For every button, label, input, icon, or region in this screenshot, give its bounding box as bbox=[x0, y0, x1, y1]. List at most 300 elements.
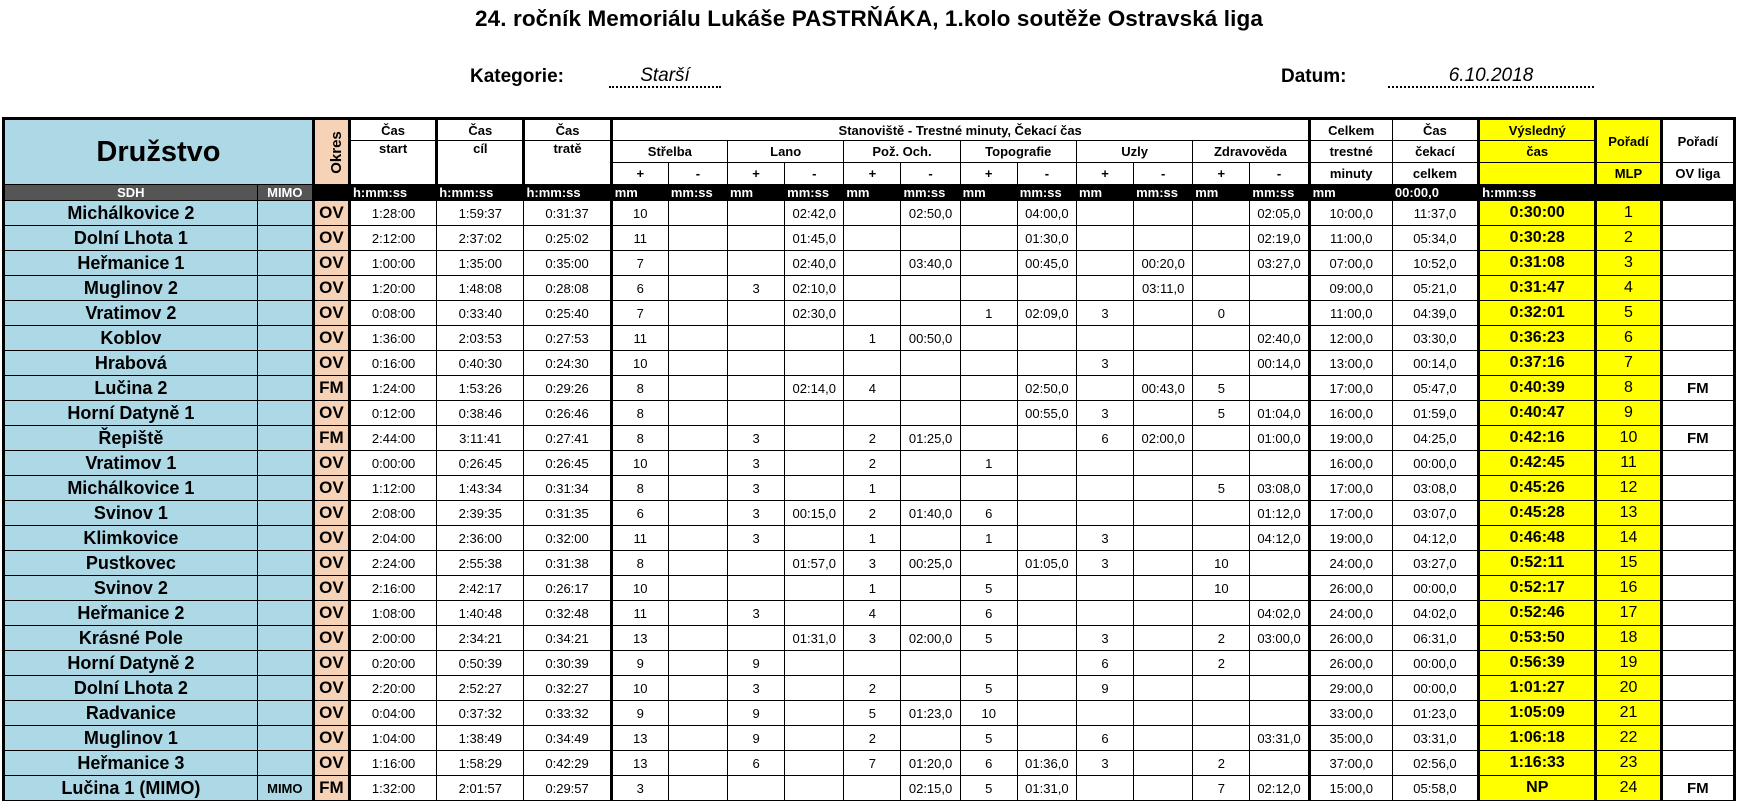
zdravoveda-minus bbox=[1250, 701, 1309, 726]
poz-och-minus bbox=[901, 301, 960, 326]
uzly-plus bbox=[1076, 776, 1133, 801]
zdravoveda-minus: 01:00,0 bbox=[1250, 426, 1309, 451]
okres-cell: OV bbox=[313, 676, 349, 701]
strelba-minus bbox=[668, 476, 727, 501]
vysledny-cas: 1:01:27 bbox=[1479, 676, 1596, 701]
uzly-plus: 6 bbox=[1076, 651, 1133, 676]
strelba-minus bbox=[668, 626, 727, 651]
zdravoveda-plus bbox=[1193, 226, 1250, 251]
unit-start: h:mm:ss bbox=[349, 185, 436, 201]
lano-plus bbox=[728, 626, 785, 651]
start-time: 2:12:00 bbox=[349, 226, 436, 251]
poz-och-minus bbox=[901, 651, 960, 676]
okres-cell: OV bbox=[313, 751, 349, 776]
strelba-plus: 10 bbox=[611, 201, 668, 226]
poz-och-plus: 1 bbox=[844, 326, 901, 351]
vysledny-cas: 0:40:39 bbox=[1479, 376, 1596, 401]
uzly-minus: 02:00,0 bbox=[1134, 426, 1193, 451]
zdravoveda-minus bbox=[1250, 276, 1309, 301]
finish-time: 0:50:39 bbox=[437, 651, 524, 676]
poradi-ov: FM bbox=[1661, 376, 1734, 401]
celkem-trestne: 24:00,0 bbox=[1309, 551, 1392, 576]
lano-header: Lano bbox=[728, 141, 844, 163]
strelba-plus: 13 bbox=[611, 726, 668, 751]
zdravoveda-minus: 03:31,0 bbox=[1250, 726, 1309, 751]
table-row bbox=[4, 626, 1735, 651]
start-time: 1:24:00 bbox=[349, 376, 436, 401]
poradi-mlp: 24 bbox=[1596, 776, 1661, 801]
strelba-minus bbox=[668, 551, 727, 576]
poz-och-minus bbox=[901, 676, 960, 701]
vysledny-cas: 0:52:46 bbox=[1479, 601, 1596, 626]
topografie-plus bbox=[960, 426, 1017, 451]
unit-zdrav-minus: mm:ss bbox=[1250, 185, 1309, 201]
cekaci-header-3: celkem bbox=[1392, 163, 1478, 185]
finish-time: 3:11:41 bbox=[437, 426, 524, 451]
topografie-plus: 5 bbox=[960, 776, 1017, 801]
okres-cell: OV bbox=[313, 626, 349, 651]
vysledny-cas: 0:42:45 bbox=[1479, 451, 1596, 476]
topografie-plus bbox=[960, 476, 1017, 501]
zdravoveda-minus bbox=[1250, 676, 1309, 701]
mimo-flag bbox=[257, 276, 313, 301]
cekaci-celkem: 00:14,0 bbox=[1392, 351, 1478, 376]
track-time: 0:31:38 bbox=[524, 551, 611, 576]
mimo-flag bbox=[257, 351, 313, 376]
table-row bbox=[4, 476, 1735, 501]
zdravoveda-plus-header: + bbox=[1193, 163, 1250, 185]
strelba-minus bbox=[668, 451, 727, 476]
finish-time: 1:40:48 bbox=[437, 601, 524, 626]
cekaci-celkem: 04:25,0 bbox=[1392, 426, 1478, 451]
vysledny-cas: 0:42:16 bbox=[1479, 426, 1596, 451]
topografie-minus bbox=[1017, 576, 1076, 601]
unit-topo-minus: mm:ss bbox=[1017, 185, 1076, 201]
poradi-ov: FM bbox=[1661, 776, 1734, 801]
poz-och-minus bbox=[901, 601, 960, 626]
zdravoveda-minus bbox=[1250, 301, 1309, 326]
vysledny-cas: 0:53:50 bbox=[1479, 626, 1596, 651]
strelba-plus: 9 bbox=[611, 651, 668, 676]
zdravoveda-minus bbox=[1250, 651, 1309, 676]
unit-topo-plus: mm bbox=[960, 185, 1017, 201]
poradi-mlp: 12 bbox=[1596, 476, 1661, 501]
mimo-flag bbox=[257, 701, 313, 726]
celkem-trestne: 29:00,0 bbox=[1309, 676, 1392, 701]
lano-plus: 3 bbox=[728, 276, 785, 301]
topografie-plus: 6 bbox=[960, 751, 1017, 776]
okres-cell: FM bbox=[313, 426, 349, 451]
poradi-ov bbox=[1661, 726, 1734, 751]
topografie-minus: 01:30,0 bbox=[1017, 226, 1076, 251]
table-row bbox=[4, 401, 1735, 426]
track-time: 0:25:40 bbox=[524, 301, 611, 326]
cekaci-celkem: 00:00,0 bbox=[1392, 676, 1478, 701]
topografie-plus: 5 bbox=[960, 676, 1017, 701]
okres-cell: OV bbox=[313, 726, 349, 751]
celkem-trestne: 13:00,0 bbox=[1309, 351, 1392, 376]
poz-och-plus: 2 bbox=[844, 501, 901, 526]
topografie-minus bbox=[1017, 651, 1076, 676]
strelba-minus bbox=[668, 276, 727, 301]
poz-och-plus bbox=[844, 301, 901, 326]
finish-time: 2:01:57 bbox=[437, 776, 524, 801]
vysledny-cas: 0:52:17 bbox=[1479, 576, 1596, 601]
uzly-minus bbox=[1134, 301, 1193, 326]
strelba-minus bbox=[668, 301, 727, 326]
mimo-flag bbox=[257, 726, 313, 751]
vysledny-cas: 1:06:18 bbox=[1479, 726, 1596, 751]
okres-cell: FM bbox=[313, 776, 349, 801]
lano-plus bbox=[728, 376, 785, 401]
cekaci-celkem: 03:27,0 bbox=[1392, 551, 1478, 576]
lano-minus bbox=[785, 401, 844, 426]
zdravoveda-plus bbox=[1193, 526, 1250, 551]
uzly-plus bbox=[1076, 501, 1133, 526]
track-time: 0:32:27 bbox=[524, 676, 611, 701]
unit-strelba-plus: mm bbox=[611, 185, 668, 201]
track-time: 0:27:53 bbox=[524, 326, 611, 351]
track-time: 0:26:17 bbox=[524, 576, 611, 601]
poradi-ov bbox=[1661, 301, 1734, 326]
finish-time: 0:33:40 bbox=[437, 301, 524, 326]
poz-och-plus bbox=[844, 251, 901, 276]
topografie-minus bbox=[1017, 351, 1076, 376]
poradi-mlp: 9 bbox=[1596, 401, 1661, 426]
poz-och-header: Pož. Och. bbox=[844, 141, 960, 163]
poz-och-minus bbox=[901, 376, 960, 401]
okres-cell: OV bbox=[313, 276, 349, 301]
strelba-plus: 13 bbox=[611, 751, 668, 776]
strelba-plus: 10 bbox=[611, 576, 668, 601]
uzly-minus bbox=[1134, 751, 1193, 776]
celkem-trestne: 24:00,0 bbox=[1309, 601, 1392, 626]
uzly-plus: 3 bbox=[1076, 551, 1133, 576]
zdravoveda-plus bbox=[1193, 276, 1250, 301]
strelba-minus bbox=[668, 701, 727, 726]
lano-minus bbox=[785, 701, 844, 726]
lano-plus: 3 bbox=[728, 601, 785, 626]
uzly-minus bbox=[1134, 651, 1193, 676]
cekaci-celkem: 00:00,0 bbox=[1392, 576, 1478, 601]
cekaci-celkem: 05:21,0 bbox=[1392, 276, 1478, 301]
cekaci-celkem: 01:59,0 bbox=[1392, 401, 1478, 426]
finish-time: 2:42:17 bbox=[437, 576, 524, 601]
table-row bbox=[4, 701, 1735, 726]
poradi-mlp: 10 bbox=[1596, 426, 1661, 451]
strelba-minus bbox=[668, 576, 727, 601]
mimo-flag bbox=[257, 651, 313, 676]
table-row bbox=[4, 526, 1735, 551]
poradi-mlp-header-2: MLP bbox=[1596, 163, 1661, 185]
strelba-plus: 11 bbox=[611, 226, 668, 251]
lano-plus: 6 bbox=[728, 751, 785, 776]
poradi-ov bbox=[1661, 526, 1734, 551]
topografie-minus bbox=[1017, 451, 1076, 476]
zdravoveda-minus: 03:27,0 bbox=[1250, 251, 1309, 276]
zdravoveda-minus bbox=[1250, 451, 1309, 476]
start-time: 2:04:00 bbox=[349, 526, 436, 551]
team-name: Muglinov 2 bbox=[4, 276, 258, 301]
cekaci-celkem: 04:12,0 bbox=[1392, 526, 1478, 551]
finish-time: 2:34:21 bbox=[437, 626, 524, 651]
start-time: 1:12:00 bbox=[349, 476, 436, 501]
strelba-minus bbox=[668, 251, 727, 276]
vysledny-cas: 0:31:08 bbox=[1479, 251, 1596, 276]
uzly-minus bbox=[1134, 526, 1193, 551]
start-time: 2:20:00 bbox=[349, 676, 436, 701]
topografie-minus bbox=[1017, 676, 1076, 701]
team-name: Svinov 1 bbox=[4, 501, 258, 526]
team-name: Dolní Lhota 2 bbox=[4, 676, 258, 701]
uzly-plus: 3 bbox=[1076, 751, 1133, 776]
team-name: Heřmanice 2 bbox=[4, 601, 258, 626]
cekaci-celkem: 04:02,0 bbox=[1392, 601, 1478, 626]
poz-och-minus-header: - bbox=[901, 163, 960, 185]
lano-minus bbox=[785, 751, 844, 776]
unit-strelba-minus: mm:ss bbox=[668, 185, 727, 201]
zdravoveda-minus: 03:00,0 bbox=[1250, 626, 1309, 651]
poradi-mlp-header-1: Pořadí bbox=[1596, 119, 1661, 163]
poradi-ov bbox=[1661, 401, 1734, 426]
topografie-minus bbox=[1017, 601, 1076, 626]
poz-och-plus bbox=[844, 776, 901, 801]
track-time: 0:26:45 bbox=[524, 451, 611, 476]
strelba-plus: 6 bbox=[611, 276, 668, 301]
okres-cell: OV bbox=[313, 401, 349, 426]
poradi-ov-header-1: Pořadí bbox=[1661, 119, 1734, 163]
zdravoveda-minus: 02:19,0 bbox=[1250, 226, 1309, 251]
poz-och-plus: 4 bbox=[844, 376, 901, 401]
celkem-trestne: 26:00,0 bbox=[1309, 651, 1392, 676]
uzly-plus bbox=[1076, 601, 1133, 626]
cekaci-header-1: Čas bbox=[1392, 119, 1478, 141]
table-row bbox=[4, 451, 1735, 476]
uzly-minus bbox=[1134, 201, 1193, 226]
finish-time: 2:39:35 bbox=[437, 501, 524, 526]
poradi-ov bbox=[1661, 651, 1734, 676]
topografie-plus bbox=[960, 276, 1017, 301]
zdravoveda-plus bbox=[1193, 451, 1250, 476]
strelba-minus bbox=[668, 226, 727, 251]
strelba-plus: 11 bbox=[611, 601, 668, 626]
finish-time: 0:26:45 bbox=[437, 451, 524, 476]
uzly-plus: 3 bbox=[1076, 301, 1133, 326]
celkem-header-3: minuty bbox=[1309, 163, 1392, 185]
uzly-minus bbox=[1134, 676, 1193, 701]
start-time: 0:00:00 bbox=[349, 451, 436, 476]
mimo-flag bbox=[257, 401, 313, 426]
team-name: Řepiště bbox=[4, 426, 258, 451]
lano-minus bbox=[785, 326, 844, 351]
strelba-plus-header: + bbox=[611, 163, 668, 185]
team-name: Heřmanice 1 bbox=[4, 251, 258, 276]
celkem-header-2: trestné bbox=[1309, 141, 1392, 163]
vysledny-cas: 0:40:47 bbox=[1479, 401, 1596, 426]
zdravoveda-plus: 10 bbox=[1193, 576, 1250, 601]
poradi-ov bbox=[1661, 351, 1734, 376]
finish-time: 2:36:00 bbox=[437, 526, 524, 551]
mimo-flag bbox=[257, 576, 313, 601]
celkem-trestne: 16:00,0 bbox=[1309, 401, 1392, 426]
strelba-minus bbox=[668, 776, 727, 801]
mimo-flag bbox=[257, 601, 313, 626]
topografie-plus bbox=[960, 551, 1017, 576]
topografie-plus bbox=[960, 651, 1017, 676]
mimo-flag bbox=[257, 676, 313, 701]
okres-cell: OV bbox=[313, 301, 349, 326]
vysledny-cas: 0:31:47 bbox=[1479, 276, 1596, 301]
table-row bbox=[4, 751, 1735, 776]
team-name: Koblov bbox=[4, 326, 258, 351]
celkem-trestne: 10:00,0 bbox=[1309, 201, 1392, 226]
mimo-flag bbox=[257, 751, 313, 776]
strelba-minus bbox=[668, 401, 727, 426]
track-time: 0:28:08 bbox=[524, 276, 611, 301]
vysledny-cas: 0:30:28 bbox=[1479, 226, 1596, 251]
zdravoveda-plus bbox=[1193, 701, 1250, 726]
poz-och-plus: 7 bbox=[844, 751, 901, 776]
poradi-ov bbox=[1661, 601, 1734, 626]
strelba-plus: 7 bbox=[611, 301, 668, 326]
lano-minus bbox=[785, 676, 844, 701]
table-row bbox=[4, 351, 1735, 376]
unit-uzly-plus: mm bbox=[1076, 185, 1133, 201]
topografie-plus-header: + bbox=[960, 163, 1017, 185]
uzly-plus bbox=[1076, 276, 1133, 301]
uzly-plus-header: + bbox=[1076, 163, 1133, 185]
lano-plus: 3 bbox=[728, 676, 785, 701]
uzly-plus bbox=[1076, 326, 1133, 351]
poz-och-plus bbox=[844, 651, 901, 676]
poradi-mlp: 8 bbox=[1596, 376, 1661, 401]
finish-time: 1:43:34 bbox=[437, 476, 524, 501]
lano-minus: 02:14,0 bbox=[785, 376, 844, 401]
lano-plus: 3 bbox=[728, 451, 785, 476]
topografie-plus: 6 bbox=[960, 501, 1017, 526]
celkem-trestne: 26:00,0 bbox=[1309, 626, 1392, 651]
team-name: Heřmanice 3 bbox=[4, 751, 258, 776]
lano-plus: 9 bbox=[728, 701, 785, 726]
poradi-mlp: 14 bbox=[1596, 526, 1661, 551]
cas-cil-header-2: cíl bbox=[437, 141, 524, 185]
vysledny-cas: 0:45:26 bbox=[1479, 476, 1596, 501]
lano-plus bbox=[728, 576, 785, 601]
topografie-minus bbox=[1017, 326, 1076, 351]
okres-cell: OV bbox=[313, 551, 349, 576]
poradi-mlp: 2 bbox=[1596, 226, 1661, 251]
datum-value: 6.10.2018 bbox=[1388, 66, 1594, 88]
table-row bbox=[4, 726, 1735, 751]
topografie-plus: 1 bbox=[960, 301, 1017, 326]
lano-plus bbox=[728, 251, 785, 276]
table-row bbox=[4, 551, 1735, 576]
track-time: 0:29:26 bbox=[524, 376, 611, 401]
okres-cell: FM bbox=[313, 376, 349, 401]
zdravoveda-plus bbox=[1193, 501, 1250, 526]
celkem-trestne: 35:00,0 bbox=[1309, 726, 1392, 751]
team-name: Michálkovice 1 bbox=[4, 476, 258, 501]
zdravoveda-minus: 01:04,0 bbox=[1250, 401, 1309, 426]
mimo-flag bbox=[257, 376, 313, 401]
celkem-trestne: 15:00,0 bbox=[1309, 776, 1392, 801]
strelba-plus: 8 bbox=[611, 476, 668, 501]
unit-cil: h:mm:ss bbox=[437, 185, 524, 201]
lano-minus bbox=[785, 776, 844, 801]
poradi-mlp: 23 bbox=[1596, 751, 1661, 776]
finish-time: 2:03:53 bbox=[437, 326, 524, 351]
poradi-ov bbox=[1661, 201, 1734, 226]
table-row bbox=[4, 226, 1735, 251]
cekaci-celkem: 05:47,0 bbox=[1392, 376, 1478, 401]
poz-och-minus bbox=[901, 526, 960, 551]
poz-och-minus: 00:50,0 bbox=[901, 326, 960, 351]
zdravoveda-minus: 02:05,0 bbox=[1250, 201, 1309, 226]
topografie-plus bbox=[960, 226, 1017, 251]
celkem-trestne: 33:00,0 bbox=[1309, 701, 1392, 726]
table-row bbox=[4, 301, 1735, 326]
strelba-plus: 6 bbox=[611, 501, 668, 526]
mimo-flag bbox=[257, 301, 313, 326]
vysledny-cas: 0:45:28 bbox=[1479, 501, 1596, 526]
uzly-plus bbox=[1076, 701, 1133, 726]
track-time: 0:33:32 bbox=[524, 701, 611, 726]
poradi-ov bbox=[1661, 676, 1734, 701]
zdravoveda-plus: 2 bbox=[1193, 751, 1250, 776]
track-time: 0:30:39 bbox=[524, 651, 611, 676]
lano-minus bbox=[785, 476, 844, 501]
uzly-plus bbox=[1076, 451, 1133, 476]
topografie-plus bbox=[960, 401, 1017, 426]
okres-cell: OV bbox=[313, 326, 349, 351]
uzly-minus bbox=[1134, 351, 1193, 376]
cekaci-celkem: 03:31,0 bbox=[1392, 726, 1478, 751]
poz-och-minus bbox=[901, 401, 960, 426]
topografie-minus bbox=[1017, 526, 1076, 551]
vysledny-header-2: čas bbox=[1479, 141, 1596, 163]
topografie-header: Topografie bbox=[960, 141, 1076, 163]
lano-plus: 9 bbox=[728, 726, 785, 751]
poz-och-minus: 01:25,0 bbox=[901, 426, 960, 451]
poradi-ov: FM bbox=[1661, 426, 1734, 451]
lano-plus bbox=[728, 351, 785, 376]
team-name: Michálkovice 2 bbox=[4, 201, 258, 226]
lano-plus: 3 bbox=[728, 526, 785, 551]
lano-plus bbox=[728, 226, 785, 251]
cas-trate-header-2: tratě bbox=[524, 141, 611, 185]
topografie-plus bbox=[960, 201, 1017, 226]
team-name: Muglinov 1 bbox=[4, 726, 258, 751]
poradi-mlp: 5 bbox=[1596, 301, 1661, 326]
zdravoveda-minus bbox=[1250, 751, 1309, 776]
celkem-trestne: 17:00,0 bbox=[1309, 476, 1392, 501]
track-time: 0:32:48 bbox=[524, 601, 611, 626]
track-time: 0:42:29 bbox=[524, 751, 611, 776]
okres-cell: OV bbox=[313, 251, 349, 276]
poz-och-minus bbox=[901, 276, 960, 301]
unit-poz-plus: mm bbox=[844, 185, 901, 201]
start-time: 1:16:00 bbox=[349, 751, 436, 776]
zdravoveda-minus bbox=[1250, 576, 1309, 601]
strelba-minus bbox=[668, 726, 727, 751]
celkem-trestne: 37:00,0 bbox=[1309, 751, 1392, 776]
start-time: 0:12:00 bbox=[349, 401, 436, 426]
kategorie-value: Starší bbox=[609, 66, 721, 88]
cekaci-celkem: 05:34,0 bbox=[1392, 226, 1478, 251]
topografie-plus: 5 bbox=[960, 626, 1017, 651]
poz-och-minus bbox=[901, 576, 960, 601]
start-time: 0:16:00 bbox=[349, 351, 436, 376]
